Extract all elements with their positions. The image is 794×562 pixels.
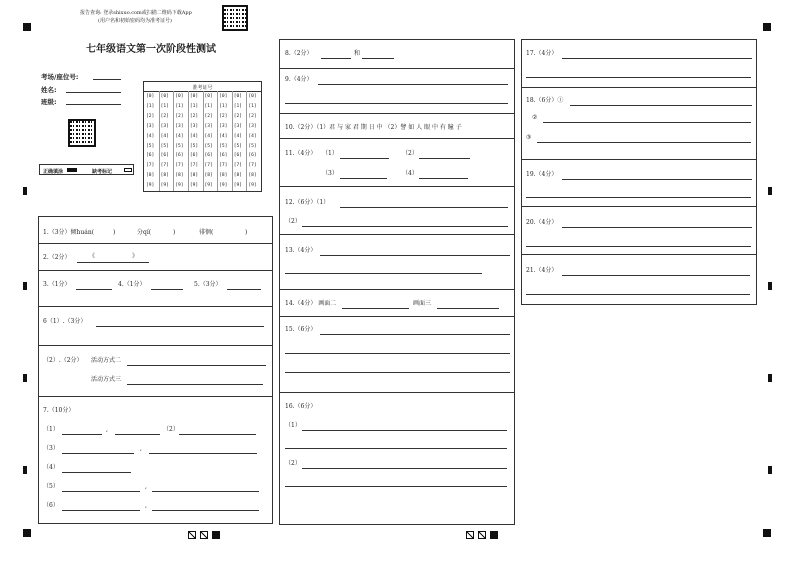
- q8-and: 和: [354, 50, 361, 57]
- q17-line-1[interactable]: [562, 58, 752, 59]
- q7-r3-line-a[interactable]: [62, 453, 134, 454]
- correct-fill-sample: [67, 168, 77, 172]
- exam-digit-bubble[interactable]: [1]: [160, 103, 169, 109]
- q18-c3-line[interactable]: [537, 142, 751, 143]
- exam-digit-bubble[interactable]: [8]: [219, 173, 228, 179]
- exam-digit-bubble[interactable]: [2]: [175, 113, 184, 119]
- exam-digit-bubble[interactable]: [0]: [146, 94, 155, 99]
- exam-digit-bubble[interactable]: [2]: [219, 113, 228, 119]
- exam-digit-bubble[interactable]: [5]: [219, 143, 228, 149]
- exam-digit-bubble[interactable]: [3]: [175, 123, 184, 129]
- q6-2-method2: 活动方式二: [91, 357, 122, 364]
- q21-line-1[interactable]: [562, 275, 750, 276]
- q7-r1-line-a[interactable]: [62, 434, 102, 435]
- q7-comma6: ,: [145, 502, 147, 509]
- q14-pic3-line[interactable]: [437, 308, 499, 309]
- exam-digit-bubble[interactable]: [8]: [175, 173, 184, 179]
- exam-digit-bubble[interactable]: [5]: [175, 143, 184, 149]
- q12-label: 12.（6分）（1）: [285, 199, 330, 206]
- exam-digit-bubble[interactable]: [9]: [233, 183, 243, 189]
- exam-digit-bubble[interactable]: [2]: [233, 113, 243, 119]
- exam-digit-bubble[interactable]: [4]: [175, 133, 184, 139]
- exam-digit-bubble[interactable]: [1]: [233, 103, 243, 109]
- q8-line-a[interactable]: [321, 58, 351, 59]
- q16-a2: （2）: [285, 460, 301, 467]
- side-mark: [768, 187, 772, 195]
- q7-r1-line-b[interactable]: [115, 434, 160, 435]
- exam-digit-bubble[interactable]: [2]: [160, 113, 169, 119]
- q11-a2: （2）: [402, 150, 418, 157]
- q8-label: 8.（2分）: [285, 50, 313, 57]
- q15-label: 15.（6分）: [285, 326, 317, 333]
- q13-line-2[interactable]: [285, 273, 482, 274]
- exam-digit-bubble[interactable]: [4]: [146, 133, 155, 139]
- exam-digit-bubble[interactable]: [0]: [248, 94, 257, 99]
- q15-line-1[interactable]: [320, 334, 510, 335]
- exam-digit-bubble[interactable]: [4]: [160, 133, 169, 139]
- exam-digit-bubble[interactable]: [9]: [175, 183, 184, 189]
- exam-digit-bubble[interactable]: [3]: [204, 123, 213, 129]
- exam-digit-bubble[interactable]: [9]: [146, 183, 155, 189]
- grid-divider: [246, 91, 247, 191]
- q16-a1-line-2[interactable]: [285, 448, 507, 449]
- q21-line-2[interactable]: [526, 294, 750, 295]
- exam-digit-bubble[interactable]: [6]: [189, 153, 199, 159]
- exam-digit-bubble[interactable]: [7]: [189, 163, 199, 169]
- exam-digit-bubble[interactable]: [2]: [248, 113, 257, 119]
- exam-digit-bubble[interactable]: [9]: [204, 183, 213, 189]
- exam-digit-bubble[interactable]: [7]: [146, 163, 155, 169]
- exam-digit-bubble[interactable]: [1]: [219, 103, 228, 109]
- exam-digit-bubble[interactable]: [1]: [189, 103, 199, 109]
- q11-a1: （1）: [322, 150, 338, 157]
- exam-digit-bubble[interactable]: [3]: [146, 123, 155, 129]
- exam-digit-bubble[interactable]: [7]: [248, 163, 257, 169]
- q17-label: 17.（4分）: [526, 50, 558, 57]
- q7-comma3: ,: [140, 445, 142, 452]
- q7-r3-line-b[interactable]: [149, 453, 257, 454]
- exam-digit-bubble[interactable]: [5]: [189, 143, 199, 149]
- q13-line-1[interactable]: [320, 255, 510, 256]
- q15-line-2[interactable]: [285, 353, 510, 354]
- exam-digit-bubble[interactable]: [4]: [204, 133, 213, 139]
- q6-2-method2-line[interactable]: [127, 365, 266, 366]
- exam-digit-bubble[interactable]: [6]: [219, 153, 228, 159]
- q7-r4-line[interactable]: [62, 472, 131, 473]
- exam-digit-bubble[interactable]: [4]: [189, 133, 199, 139]
- q1-label: 1.（3分）倾huán(: [43, 229, 95, 236]
- exam-digit-bubble[interactable]: [7]: [160, 163, 169, 169]
- q20-line-2[interactable]: [526, 246, 751, 247]
- q18-c2: ②: [532, 114, 538, 121]
- q12-a2: （2）: [285, 218, 301, 225]
- q1-part2: 分qí(: [137, 229, 152, 236]
- exam-digit-bubble[interactable]: [0]: [175, 94, 184, 99]
- exam-digit-bubble[interactable]: [0]: [189, 94, 199, 99]
- q11-a2-line[interactable]: [419, 158, 470, 159]
- q3-answer-line[interactable]: [76, 289, 112, 290]
- q16-a2-line-1[interactable]: [302, 468, 507, 469]
- q7-r3: （3）: [43, 445, 59, 452]
- answer-column-2: [279, 39, 515, 525]
- side-mark: [23, 282, 27, 290]
- exam-digit-bubble[interactable]: [1]: [248, 103, 257, 109]
- q21-label: 21.（4分）: [526, 267, 558, 274]
- q1-part3: 徘徊(: [199, 229, 214, 236]
- q7-r6: （6）: [43, 502, 59, 509]
- missing-mark-box[interactable]: [124, 168, 132, 172]
- answer-column-3: [521, 39, 757, 305]
- q7-r6-line-a[interactable]: [62, 510, 140, 511]
- exam-digit-bubble[interactable]: [7]: [233, 163, 243, 169]
- q10-label: 10.（2分）（1）君 与 家 君 期 日 中 （2）譬 如 人 眼 中 有 瞳 子: [285, 124, 462, 131]
- exam-digit-bubble[interactable]: [0]: [219, 94, 228, 99]
- corner-mark-bottom-left: [23, 529, 31, 537]
- q7-r4: （4）: [43, 464, 59, 471]
- q5-answer-line[interactable]: [227, 289, 261, 290]
- exam-digit-bubble[interactable]: [3]: [248, 123, 257, 129]
- room-seat-field[interactable]: [93, 79, 121, 80]
- grid-divider: [188, 91, 189, 191]
- exam-digit-bubble[interactable]: [6]: [160, 153, 169, 159]
- q2-book-close: 》: [132, 253, 139, 260]
- q11-a3: （3）: [322, 170, 338, 177]
- q7-r2: （2）: [163, 426, 179, 433]
- q4-label: 4.（1分）: [118, 281, 146, 288]
- exam-digit-bubble[interactable]: [6]: [146, 153, 155, 159]
- missing-mark-label: 缺考标记: [92, 169, 113, 175]
- exam-digit-bubble[interactable]: [8]: [146, 173, 155, 179]
- q6-1-label: 6（1）.（3分）: [43, 318, 87, 325]
- q8-line-b[interactable]: [362, 58, 394, 59]
- exam-digit-bubble[interactable]: [8]: [189, 173, 199, 179]
- exam-digit-bubble[interactable]: [8]: [248, 173, 257, 179]
- side-mark: [23, 187, 27, 195]
- q2-book-open: 《: [89, 253, 96, 260]
- exam-digit-bubble[interactable]: [3]: [160, 123, 169, 129]
- grid-divider: [159, 91, 160, 191]
- exam-digit-bubble[interactable]: [4]: [219, 133, 228, 139]
- exam-digit-bubble[interactable]: [6]: [204, 153, 213, 159]
- exam-digit-bubble[interactable]: [4]: [233, 133, 243, 139]
- exam-digit-bubble[interactable]: [0]: [160, 94, 169, 99]
- side-mark: [23, 374, 27, 382]
- grid-divider: [217, 91, 218, 191]
- exam-digit-bubble[interactable]: [8]: [160, 173, 169, 179]
- q12-a1-line[interactable]: [340, 207, 508, 208]
- q7-r6-line-b[interactable]: [152, 510, 259, 511]
- exam-digit-bubble[interactable]: [5]: [248, 143, 257, 149]
- exam-digit-bubble[interactable]: [5]: [160, 143, 169, 149]
- q16-a1-line-1[interactable]: [302, 430, 507, 431]
- side-mark: [768, 282, 772, 290]
- room-seat-label: 考场/座位号:: [41, 73, 79, 81]
- q6-2-method3: 活动方式三: [91, 376, 122, 383]
- q18-c1-line[interactable]: [570, 105, 752, 106]
- q9-line-1[interactable]: [318, 84, 508, 85]
- q4-answer-line[interactable]: [151, 289, 183, 290]
- q9-line-2[interactable]: [285, 103, 508, 104]
- q16-a2-line-2[interactable]: [285, 486, 507, 487]
- q16-label: 16.（6分）: [285, 403, 317, 410]
- q2-answer-line[interactable]: [77, 262, 149, 263]
- corner-mark-top-left: [23, 23, 31, 31]
- exam-digit-bubble[interactable]: [0]: [233, 94, 243, 99]
- corner-mark-top-right: [763, 23, 771, 31]
- exam-digit-bubble[interactable]: [7]: [204, 163, 213, 169]
- name-field[interactable]: [66, 92, 121, 93]
- q7-comma1: ,: [106, 426, 108, 433]
- grid-divider: [203, 91, 204, 191]
- q3-label: 3.（1分）: [43, 281, 71, 288]
- grid-divider: [232, 91, 233, 191]
- q11-a3-line[interactable]: [340, 178, 387, 179]
- q11-label: 11.（4分）: [285, 150, 317, 157]
- q11-a4-line[interactable]: [419, 178, 468, 179]
- page-title: 七年级语文第一次阶段性测试: [86, 44, 216, 55]
- exam-digit-bubble[interactable]: [6]: [233, 153, 243, 159]
- exam-digit-bubble[interactable]: [1]: [204, 103, 213, 109]
- q7-r5-line-a[interactable]: [62, 491, 140, 492]
- exam-digit-bubble[interactable]: [3]: [189, 123, 199, 129]
- exam-digit-bubble[interactable]: [0]: [204, 94, 213, 99]
- q20-label: 20.（4分）: [526, 219, 558, 226]
- side-mark: [768, 374, 772, 382]
- exam-digit-bubble[interactable]: [3]: [219, 123, 228, 129]
- exam-digit-bubble[interactable]: [2]: [189, 113, 199, 119]
- download-qr-code-icon: [222, 5, 248, 31]
- exam-digit-bubble[interactable]: [9]: [248, 183, 257, 189]
- q15-line-3[interactable]: [285, 372, 510, 373]
- q20-line-1[interactable]: [562, 227, 752, 228]
- q19-line-2[interactable]: [526, 197, 751, 198]
- q12-a2-line[interactable]: [302, 226, 508, 227]
- q14-pic2-line[interactable]: [342, 308, 409, 309]
- exam-digit-bubble[interactable]: [5]: [146, 143, 155, 149]
- q7-label: 7.（10分）: [43, 407, 75, 414]
- q18-c3: ③: [526, 134, 532, 141]
- q2-label: 2.（2分）: [43, 254, 71, 261]
- exam-digit-bubble[interactable]: [8]: [204, 173, 213, 179]
- q6-2-label: （2）.（2分）: [43, 357, 83, 364]
- q9-label: 9.（4分）: [285, 76, 313, 83]
- exam-digit-bubble[interactable]: [8]: [233, 173, 243, 179]
- exam-digit-bubble[interactable]: [9]: [219, 183, 228, 189]
- exam-number-header: 准考证号: [192, 85, 213, 91]
- side-mark: [768, 466, 772, 474]
- q16-a1: （1）: [285, 422, 301, 429]
- exam-digit-bubble[interactable]: [5]: [233, 143, 243, 149]
- exam-digit-bubble[interactable]: [1]: [146, 103, 155, 109]
- exam-digit-bubble[interactable]: [2]: [146, 113, 155, 119]
- q5-label: 5.（3分）: [194, 281, 222, 288]
- q11-a4: （4）: [402, 170, 418, 177]
- q14-pic3: 画面三: [413, 300, 432, 307]
- exam-digit-bubble[interactable]: [6]: [175, 153, 184, 159]
- q7-r5-line-b[interactable]: [152, 491, 259, 492]
- q6-2-method3-line[interactable]: [127, 384, 263, 385]
- q14-label: 14.（4分） 画面二: [285, 300, 337, 307]
- grid-divider: [173, 91, 174, 191]
- q19-line-1[interactable]: [562, 179, 752, 180]
- q7-comma5: ,: [145, 483, 147, 490]
- exam-digit-bubble[interactable]: [7]: [219, 163, 228, 169]
- q17-line-2[interactable]: [526, 77, 751, 78]
- q18-c2-line[interactable]: [543, 122, 751, 123]
- q7-r2-line[interactable]: [179, 434, 256, 435]
- q6-1-answer-line[interactable]: [96, 326, 264, 327]
- name-label: 姓名:: [41, 86, 57, 94]
- q1-paren1: ): [113, 229, 116, 236]
- fill-legend: [39, 164, 134, 175]
- answer-column-1: [38, 216, 273, 524]
- exam-digit-bubble[interactable]: [1]: [175, 103, 184, 109]
- class-label: 班级:: [41, 98, 57, 106]
- q1-paren2: ): [173, 229, 176, 236]
- correct-fill-label: 正确填涂: [43, 169, 64, 175]
- side-mark: [23, 466, 27, 474]
- exam-digit-bubble[interactable]: [5]: [204, 143, 213, 149]
- q19-label: 19.（4分）: [526, 171, 558, 178]
- q11-a1-line[interactable]: [340, 158, 389, 159]
- top-note-line2: (用户名和初始密码均为准考证号): [98, 18, 172, 24]
- exam-digit-bubble[interactable]: [2]: [204, 113, 213, 119]
- exam-digit-bubble[interactable]: [4]: [248, 133, 257, 139]
- exam-digit-bubble[interactable]: [9]: [189, 183, 199, 189]
- q18-label: 18.（6分）①: [526, 97, 564, 104]
- exam-number-grid: [143, 81, 262, 192]
- q13-label: 13.（4分）: [285, 247, 317, 254]
- top-note-line1: 报告查询: 登录shixuo.com或扫描二维码下载App: [80, 10, 192, 16]
- class-field[interactable]: [66, 104, 121, 105]
- q7-r5: （5）: [43, 483, 59, 490]
- corner-mark-bottom-right: [763, 529, 771, 537]
- exam-digit-bubble[interactable]: [3]: [233, 123, 243, 129]
- q1-paren3: ): [245, 229, 248, 236]
- exam-digit-bubble[interactable]: [6]: [248, 153, 257, 159]
- q7-r1: （1）: [43, 426, 59, 433]
- exam-digit-bubble[interactable]: [7]: [175, 163, 184, 169]
- student-qr-code-icon: [68, 119, 96, 147]
- exam-digit-bubble[interactable]: [9]: [160, 183, 169, 189]
